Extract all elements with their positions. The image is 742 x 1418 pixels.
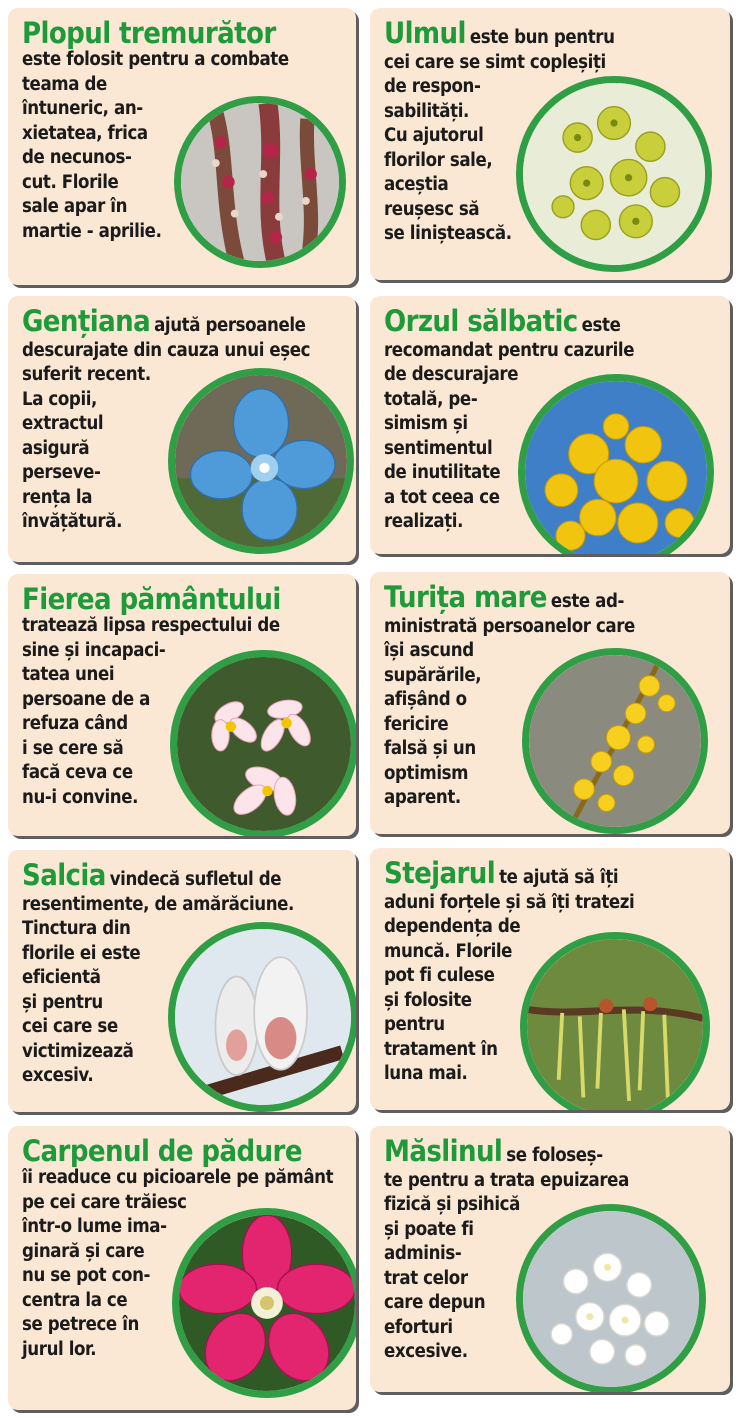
text-line: pentru	[384, 1014, 445, 1035]
text-line: muncă. Florile	[384, 940, 513, 962]
card-plopul-tremurator	[8, 8, 356, 285]
agrimony-flowers-photo	[522, 648, 708, 834]
text-line: eficientă	[22, 967, 101, 988]
text-line: aceștia	[384, 174, 449, 195]
text-line: aduni forțele și să îți tratezi	[384, 891, 635, 913]
inline-text: te ajută să îți	[499, 867, 619, 888]
text-line: i se cere să	[22, 737, 124, 759]
text-line: Cu ajutorul	[384, 125, 484, 146]
text-line: optimism	[384, 762, 469, 784]
text-line: extractul	[22, 413, 104, 434]
text-line: aparent.	[384, 787, 461, 808]
text-line: întuneric, an-	[22, 98, 143, 119]
text-line: teama de	[22, 73, 107, 95]
text-line: sabilități.	[384, 100, 469, 122]
centaury-flowers-photo	[170, 650, 356, 836]
card-title: Plopul tremurător	[22, 16, 276, 50]
text-line: supărările,	[384, 664, 482, 686]
text-line: resentimente, de amărăciune.	[22, 893, 294, 915]
text-line: centra la ce	[22, 1289, 128, 1311]
clematis-flower-photo	[172, 1208, 356, 1398]
card-salcia	[8, 850, 356, 1112]
text-line: într-o lume ima-	[22, 1216, 167, 1237]
text-line: reușesc să	[384, 198, 480, 220]
inline-text: se foloseș-	[506, 1145, 603, 1166]
text-line: perseve-	[22, 462, 101, 483]
text-line: tratament în	[384, 1038, 498, 1060]
text-line: cei care se simt copleșiți	[384, 51, 606, 73]
text-line: rența la	[22, 486, 93, 508]
text-line: sale apar în	[22, 196, 128, 217]
text-line: îi readuce cu picioarele pe pământ	[22, 1167, 334, 1188]
card-stejarul	[370, 848, 730, 1110]
text-line: nu se pot con-	[22, 1265, 151, 1286]
text-line: nu-i convine.	[22, 786, 139, 808]
text-line: trat celor	[384, 1267, 468, 1289]
text-line: și folosite	[384, 989, 472, 1011]
text-line: tratează lipsa respectului de	[22, 615, 280, 636]
text-line: și poate fi	[384, 1218, 474, 1240]
text-line: victimizează	[22, 1040, 134, 1062]
inline-text: este bun pentru	[469, 27, 615, 48]
text-line: de inutilitate	[384, 462, 501, 483]
text-line: își ascund	[384, 640, 474, 661]
gentian-flower-photo	[168, 368, 354, 554]
text-line: fericire	[384, 713, 449, 735]
card-carpenul-de-padure	[8, 1126, 356, 1410]
text-line: facă ceva ce	[22, 762, 133, 783]
text-line: eforturi	[384, 1316, 453, 1338]
text-line: falsă și un	[384, 738, 476, 759]
text-line: refuza când	[22, 713, 128, 734]
card-title: Stejarul	[384, 856, 496, 890]
card-maslinul	[370, 1126, 730, 1392]
inline-text: vindecă sufletul de	[109, 869, 282, 890]
text-line: martie - aprilie.	[22, 220, 162, 242]
text-line: totală, pe-	[384, 388, 478, 410]
text-line: care depun	[384, 1292, 486, 1313]
text-line: ginară și care	[22, 1240, 145, 1262]
olive-flowers-photo	[516, 1204, 706, 1392]
text-line: de necunos-	[22, 147, 132, 168]
text-line: adminis-	[384, 1243, 462, 1264]
text-line: a tot ceea ce	[384, 486, 500, 508]
card-gentiana	[8, 296, 356, 562]
aspen-catkins-photo	[174, 96, 346, 268]
text-line: de respon-	[384, 76, 481, 97]
text-line: învățătură.	[22, 511, 122, 532]
text-line: asigură	[22, 437, 90, 459]
text-line: cut. Florile	[22, 171, 119, 193]
inline-text: este	[581, 315, 621, 336]
card-title: Salcia	[22, 858, 106, 892]
card-title: Gențiana	[22, 304, 151, 338]
text-line: ministrată persoanelor care	[384, 615, 635, 637]
card-ulmul	[370, 8, 730, 280]
text-line: descurajate din cauza unui eșec	[22, 339, 311, 361]
text-line: sentimentul	[384, 437, 493, 459]
text-line: La copii,	[22, 388, 97, 410]
text-line: se liniștească.	[384, 223, 512, 244]
card-title: Fierea pământului	[22, 582, 281, 616]
text-line: pe cei care trăiesc	[22, 1191, 187, 1213]
text-line: și pentru	[22, 991, 103, 1013]
text-line: florile ei este	[22, 942, 141, 964]
text-line: tatea unei	[22, 664, 115, 685]
text-line: sine și incapaci-	[22, 639, 166, 661]
text-line: simism și	[384, 413, 468, 434]
text-line: dependența de	[384, 916, 521, 937]
text-line: te pentru a trata epuizarea	[384, 1169, 629, 1191]
card-fierea-pamantului	[8, 574, 356, 836]
card-title: Carpenul de pădure	[22, 1134, 302, 1168]
text-line: suferit recent.	[22, 364, 151, 385]
text-line: de descurajare	[384, 364, 519, 385]
inline-text: ajută persoanele	[154, 315, 306, 336]
text-line: jurul lor.	[22, 1338, 97, 1360]
text-line: excesiv.	[22, 1065, 94, 1086]
text-line: excesive.	[384, 1341, 468, 1362]
card-title: Ulmul	[384, 16, 466, 50]
text-line: Tinctura din	[22, 918, 131, 939]
oak-flowers-photo	[520, 932, 710, 1110]
text-line: persoane de a	[22, 688, 150, 710]
text-line: luna mai.	[384, 1063, 468, 1084]
text-line: realizați.	[384, 511, 464, 532]
text-line: xietatea, frica	[22, 122, 148, 144]
text-line: afișând o	[384, 689, 467, 710]
text-line: fizică și psihică	[384, 1194, 520, 1215]
text-line: pot fi culese	[384, 965, 495, 986]
card-orzul-salbatic	[370, 296, 730, 554]
card-title: Măslinul	[384, 1134, 503, 1168]
card-title: Turița mare	[384, 580, 547, 614]
card-title: Orzul sălbatic	[384, 304, 578, 338]
card-turita-mare	[370, 572, 730, 834]
text-line: este folosit pentru a combate	[22, 49, 289, 70]
willow-catkin-photo	[168, 922, 356, 1112]
elm-flowers-photo	[516, 76, 712, 272]
text-line: se petrece în	[22, 1314, 139, 1335]
text-line: cei care se	[22, 1016, 118, 1037]
text-line: recomandat pentru cazurile	[384, 339, 635, 361]
text-line: florilor sale,	[384, 149, 493, 171]
inline-text: este ad-	[550, 591, 625, 612]
